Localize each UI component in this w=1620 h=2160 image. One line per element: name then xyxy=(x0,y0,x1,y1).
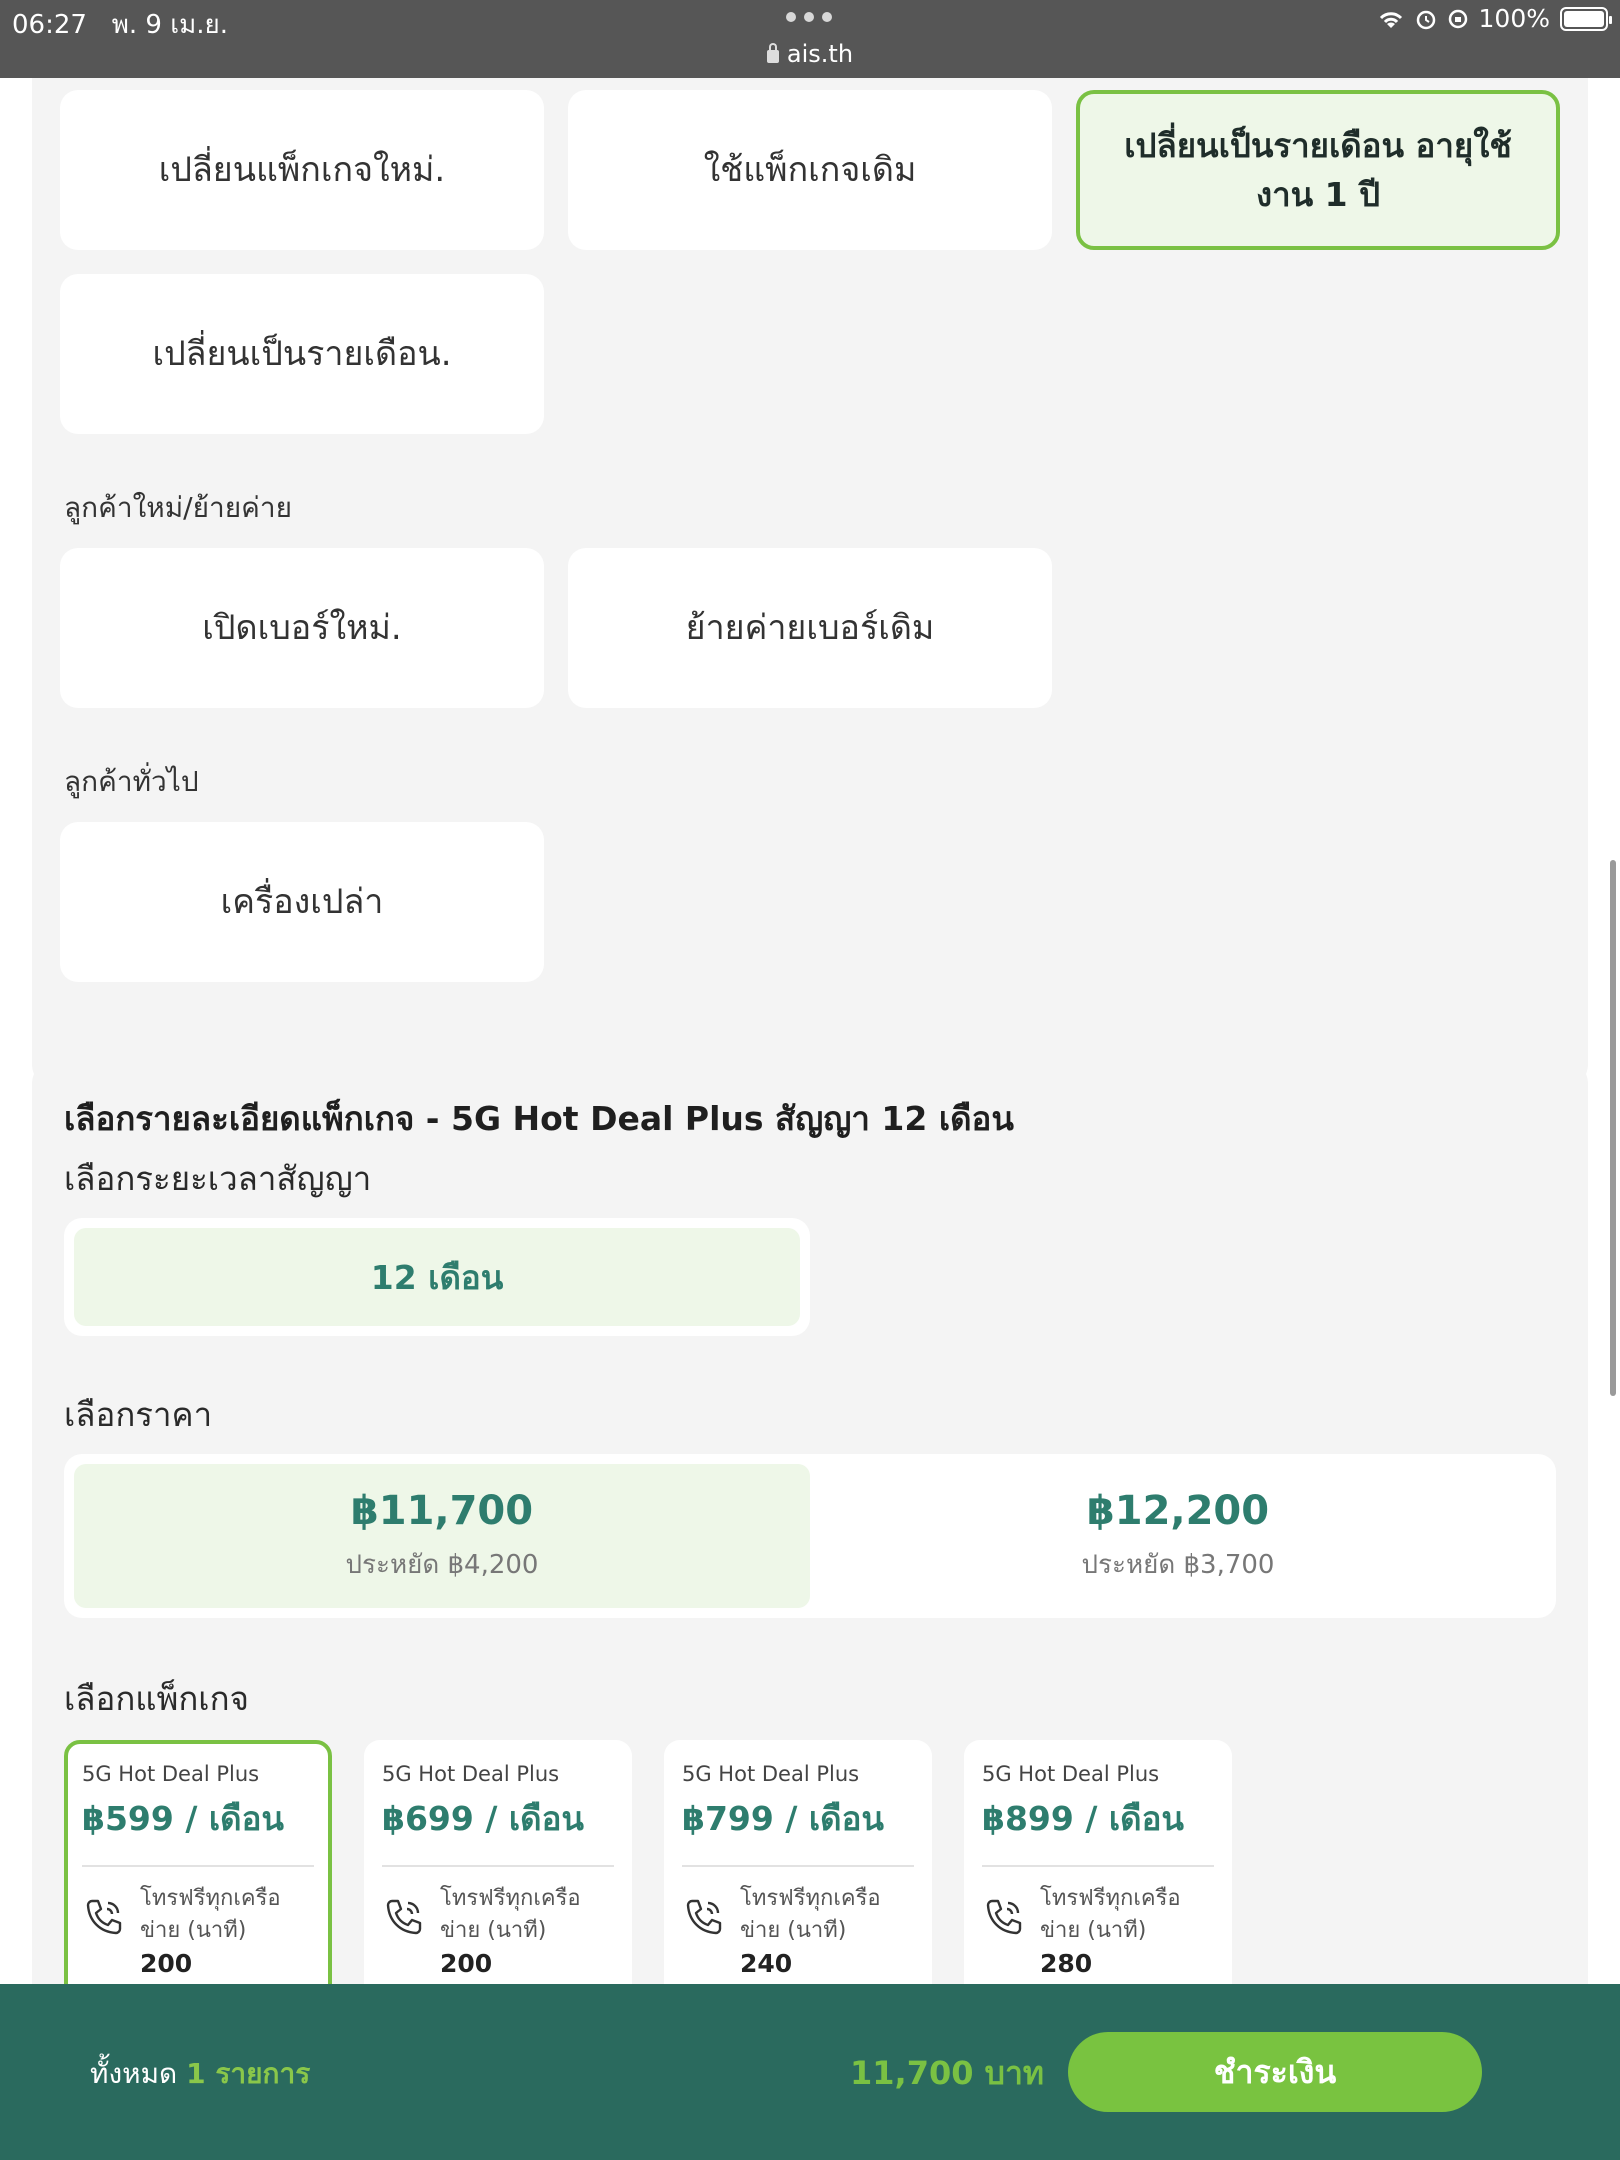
package-feature-value: 200 xyxy=(440,1948,493,1978)
package-name: 5G Hot Deal Plus xyxy=(382,1762,560,1786)
cart-item-count: 1 รายการ xyxy=(186,2057,311,2090)
divider xyxy=(682,1865,914,1867)
package-name: 5G Hot Deal Plus xyxy=(682,1762,860,1786)
price-savings: ประหยัด ฿3,700 xyxy=(1081,1549,1275,1580)
price-option-11700[interactable] xyxy=(74,1464,810,1608)
option-change-monthly[interactable] xyxy=(60,274,544,434)
status-date: พ. 9 เม.ย. xyxy=(111,10,228,40)
phone-call-icon xyxy=(82,1895,126,1939)
price-value: ฿12,200 xyxy=(1086,1487,1270,1534)
general-customer-heading: ลูกค้าทั่วไป xyxy=(64,765,199,798)
alarm-icon xyxy=(1415,8,1437,30)
option-new-number[interactable] xyxy=(60,548,544,708)
option-label: เครื่องเปล่า xyxy=(220,881,384,922)
divider xyxy=(982,1865,1214,1867)
package-feature-value: 280 xyxy=(1040,1948,1093,1978)
status-time: 06:27 พ. 9 เม.ย. xyxy=(12,10,228,40)
option-keep-package[interactable] xyxy=(568,90,1052,250)
option-port-number[interactable] xyxy=(568,548,1052,708)
package-detail-title: เลือกรายละเอียดแพ็กเกจ - 5G Hot Deal Plus สัญญา 12 เดือน xyxy=(64,1099,1014,1138)
option-label: ย้ายค่ายเบอร์เดิม xyxy=(685,607,935,648)
page-content xyxy=(0,78,1620,1984)
option-monthly-1year[interactable] xyxy=(1076,90,1560,250)
option-label: เปลี่ยนเป็นรายเดือน อายุใช้งาน 1 ปี xyxy=(1124,125,1512,214)
package-card-599[interactable] xyxy=(64,1740,332,1984)
cart-amount: 11,700 บาท xyxy=(850,2054,1044,2092)
package-feature: โทรฟรีทุกเครือข่าย (นาที) xyxy=(1040,1886,1181,1943)
divider xyxy=(82,1865,314,1867)
package-price: ฿699 / เดือน xyxy=(382,1799,584,1838)
rotation-lock-icon xyxy=(1447,8,1469,30)
duration-selector xyxy=(64,1218,810,1336)
package-name: 5G Hot Deal Plus xyxy=(982,1762,1160,1786)
price-option-12200[interactable] xyxy=(810,1464,1546,1608)
phone-call-icon xyxy=(382,1895,426,1939)
package-price: ฿899 / เดือน xyxy=(982,1799,1184,1838)
new-customer-heading: ลูกค้าใหม่/ย้ายค่าย xyxy=(64,491,292,524)
checkout-bar xyxy=(0,1984,1620,2160)
option-label: เปลี่ยนแพ็กเกจใหม่. xyxy=(158,149,446,190)
package-name: 5G Hot Deal Plus xyxy=(82,1762,260,1786)
option-label: เปิดเบอร์ใหม่. xyxy=(202,607,402,648)
phone-call-icon xyxy=(982,1895,1026,1939)
package-card-799[interactable] xyxy=(664,1740,932,1984)
url-text: ais.th xyxy=(786,40,854,68)
package-label: เลือกแพ็กเกจ xyxy=(64,1679,249,1718)
option-change-package[interactable] xyxy=(60,90,544,250)
browser-status-bar xyxy=(0,0,1620,78)
package-feature: โทรฟรีทุกเครือข่าย (นาที) xyxy=(440,1886,581,1943)
phone-call-icon xyxy=(682,1895,726,1939)
wifi-icon xyxy=(1377,8,1405,30)
package-card-699[interactable] xyxy=(364,1740,632,1984)
status-right xyxy=(1377,4,1608,33)
option-label: เปลี่ยนเป็นรายเดือน. xyxy=(152,333,452,374)
option-label: ใช้แพ็กเกจเดิม xyxy=(703,149,917,190)
package-card-899[interactable] xyxy=(964,1740,1232,1984)
cart-total-label xyxy=(90,2052,310,2096)
more-dots-icon[interactable] xyxy=(786,12,832,22)
price-selector xyxy=(64,1454,1556,1618)
battery-percent: 100% xyxy=(1478,4,1550,33)
total-label: ทั้งหมด xyxy=(90,2057,178,2090)
price-value: ฿11,700 xyxy=(350,1487,534,1534)
package-feature-value: 240 xyxy=(740,1948,793,1978)
duration-12-months-button[interactable]: 12 เดือน xyxy=(74,1228,800,1326)
package-price: ฿799 / เดือน xyxy=(682,1799,884,1838)
package-feature: โทรฟรีทุกเครือข่าย (นาที) xyxy=(140,1886,281,1943)
package-feature: โทรฟรีทุกเครือข่าย (นาที) xyxy=(740,1886,881,1943)
price-label: เลือกราคา xyxy=(64,1395,213,1434)
option-device-only[interactable] xyxy=(60,822,544,982)
divider xyxy=(382,1865,614,1867)
address-bar[interactable] xyxy=(0,40,1620,68)
duration-label: เลือกระยะเวลาสัญญา xyxy=(64,1159,372,1198)
package-feature-value: 200 xyxy=(140,1948,193,1978)
package-price: ฿599 / เดือน xyxy=(82,1799,284,1838)
lock-icon xyxy=(767,50,779,63)
pay-button[interactable]: ชำระเงิน xyxy=(1068,2032,1482,2112)
page-scrollbar[interactable] xyxy=(1610,860,1616,1396)
battery-icon xyxy=(1560,7,1608,31)
price-savings: ประหยัด ฿4,200 xyxy=(345,1549,539,1580)
